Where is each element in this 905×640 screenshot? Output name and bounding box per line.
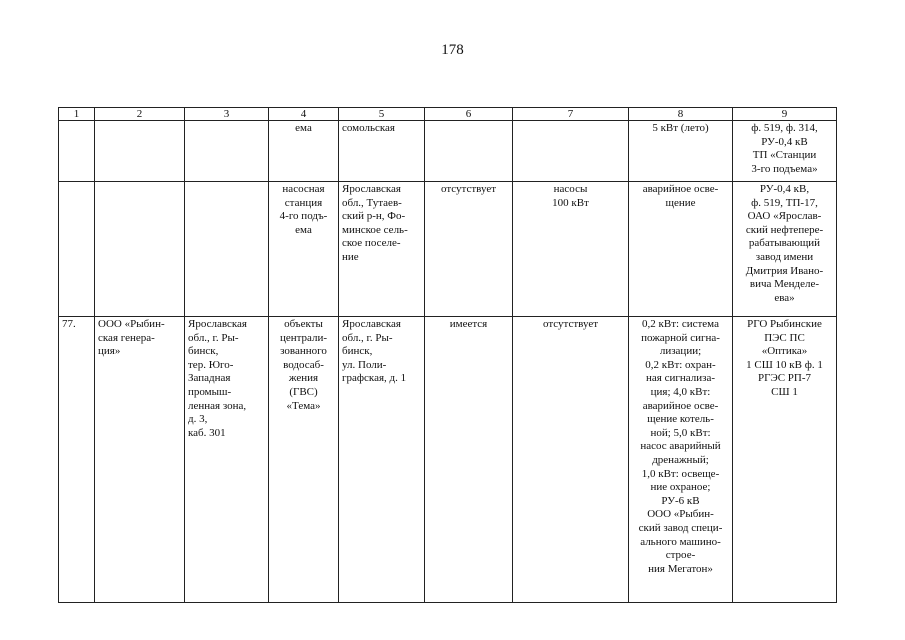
column-header: 3 xyxy=(185,108,269,121)
table-row xyxy=(59,317,837,603)
table-cell xyxy=(185,182,269,317)
column-header: 2 xyxy=(95,108,185,121)
table-cell xyxy=(425,121,513,182)
table-row xyxy=(59,182,837,317)
table-cell: 5 кВт (лето) xyxy=(629,121,733,182)
column-header: 9 xyxy=(733,108,837,121)
table-cell: объекты централи- зованного водосаб- жения (ГВС) «Тема» xyxy=(269,317,339,603)
column-header: 1 xyxy=(59,108,95,121)
table-cell: Ярославская обл., Тутаев- ский р-н, Фо- минское сель- ское поселе- ние xyxy=(339,182,425,317)
table-cell: ф. 519, ф. 314, РУ-0,4 кВ ТП «Станции 3-го подъема» xyxy=(733,121,837,182)
page-number: 178 xyxy=(441,42,464,58)
table-cell: насосная станция 4-го подъ- ема xyxy=(269,182,339,317)
table-cell: 77. xyxy=(59,317,95,603)
table-cell: РГО Рыбинские ПЭС ПС «Оптика» 1 СШ 10 кВ ф. 1 РГЭС РП-7 СШ 1 xyxy=(733,317,837,603)
table-cell xyxy=(95,121,185,182)
table-cell: аварийное осве- щение xyxy=(629,182,733,317)
table-cell: ема xyxy=(269,121,339,182)
table-cell xyxy=(95,182,185,317)
table-cell xyxy=(59,121,95,182)
table-cell: РУ-0,4 кВ, ф. 519, ТП-17, ОАО «Ярослав- ский нефтепере- рабатывающий завод имени Дмитрия Ивано- вича Менделе- ева» xyxy=(733,182,837,317)
table-cell: 0,2 кВт: система пожарной сигна- лизации; 0,2 кВт: охран- ная сигнализа- ция; 4,0 кВт: аварийное осве- щение котель- ной; 5,0 кВт: насос аварийный дренажный; 1,0 кВт: освеще- ние охраное; РУ-6 кВ ООО «Рыбин- ский завод специ- ального машино- строе- ния Мегатон» xyxy=(629,317,733,603)
column-header: 6 xyxy=(425,108,513,121)
table-cell: сомольская xyxy=(339,121,425,182)
table-cell xyxy=(185,121,269,182)
table-cell: ООО «Рыбин- ская генера- ция» xyxy=(95,317,185,603)
table-cell xyxy=(513,121,629,182)
column-header: 8 xyxy=(629,108,733,121)
table-cell: отсутствует xyxy=(513,317,629,603)
table-header-row xyxy=(59,108,837,121)
table-cell xyxy=(59,182,95,317)
data-table xyxy=(58,107,837,603)
table-cell: насосы 100 кВт xyxy=(513,182,629,317)
table-cell: имеется xyxy=(425,317,513,603)
column-header: 7 xyxy=(513,108,629,121)
column-header: 4 xyxy=(269,108,339,121)
table-cell: Ярославская обл., г. Ры- бинск, ул. Поли- графская, д. 1 xyxy=(339,317,425,603)
table-row xyxy=(59,121,837,182)
column-header: 5 xyxy=(339,108,425,121)
table-cell: Ярославская обл., г. Ры- бинск, тер. Юго- Западная промыш- ленная зона, д. 3, каб. 301 xyxy=(185,317,269,603)
table-cell: отсутствует xyxy=(425,182,513,317)
